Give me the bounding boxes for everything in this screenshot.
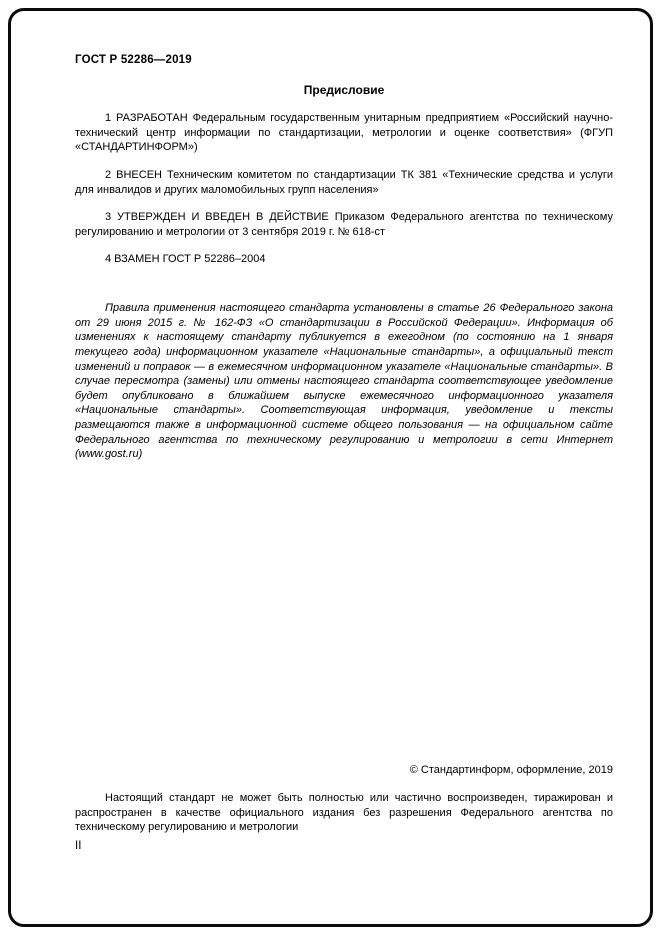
doc-number: ГОСТ Р 52286—2019 <box>75 54 192 66</box>
page-content <box>75 54 613 462</box>
application-rules-text: Правила применения настоящего стандарта установлены в статье 26 Федерального закона от 29 июня 2015 г. № 162-ФЗ «О стандартизации в Российской Федерации». Информация об изменениях к настоящему стандарту публикуется в ежегодном (по состоянию на 1 января текущего года) информационном указателе «Национальные стандарты», а официальный текст изменений и поправок — в ежемесячном информационном указателе «Национальные стандарты». В случае пересмотра (замены) или отмены настоящего стандарта соответствующее уведомление будет опубликовано в ближайшем выпуске ежемесячного информационного указателя «Национальные стандарты». Соответствующая информация, уведомление и тексты размещаются также в информационной системе общего пользования — на официальном сайте Федерального агентства по техническому регулированию и метрологии в сети Интернет (www.gost.ru) <box>75 302 613 461</box>
reproduction-notice: Настоящий стандарт не может быть полностью или частично воспроизведен, тиражирован и распространен в качестве официального издания без разрешения Федерального агентства по техническому регулированию и метрологии <box>75 792 613 834</box>
copyright-line: © Стандартинформ, оформление, 2019 <box>409 764 613 776</box>
foreword-item-submitted: 2 ВНЕСЕН Техническим комитетом по стандартизации ТК 381 «Технические средства и услуги для инвалидов и других маломобильных групп населения» <box>75 168 613 196</box>
section-heading: Предисловие <box>303 83 385 97</box>
page-number: II <box>75 840 82 852</box>
foreword-item-approved: 3 УТВЕРЖДЕН И ВВЕДЕН В ДЕЙСТВИЕ Приказом Федерального агентства по техническому регулированию и метрологии от 3 сентября 2019 г. № 618-ст <box>75 211 613 238</box>
foreword-item-developed: 1 РАЗРАБОТАН Федеральным государственным унитарным предприятием «Российский научно-технический центр информации по стандартизации, метрологии и оценке соответствия» (ФГУП «СТАНДАРТИНФОРМ») <box>75 112 613 154</box>
foreword-item-replaces: 4 ВЗАМЕН ГОСТ Р 52286–2004 <box>105 253 266 266</box>
